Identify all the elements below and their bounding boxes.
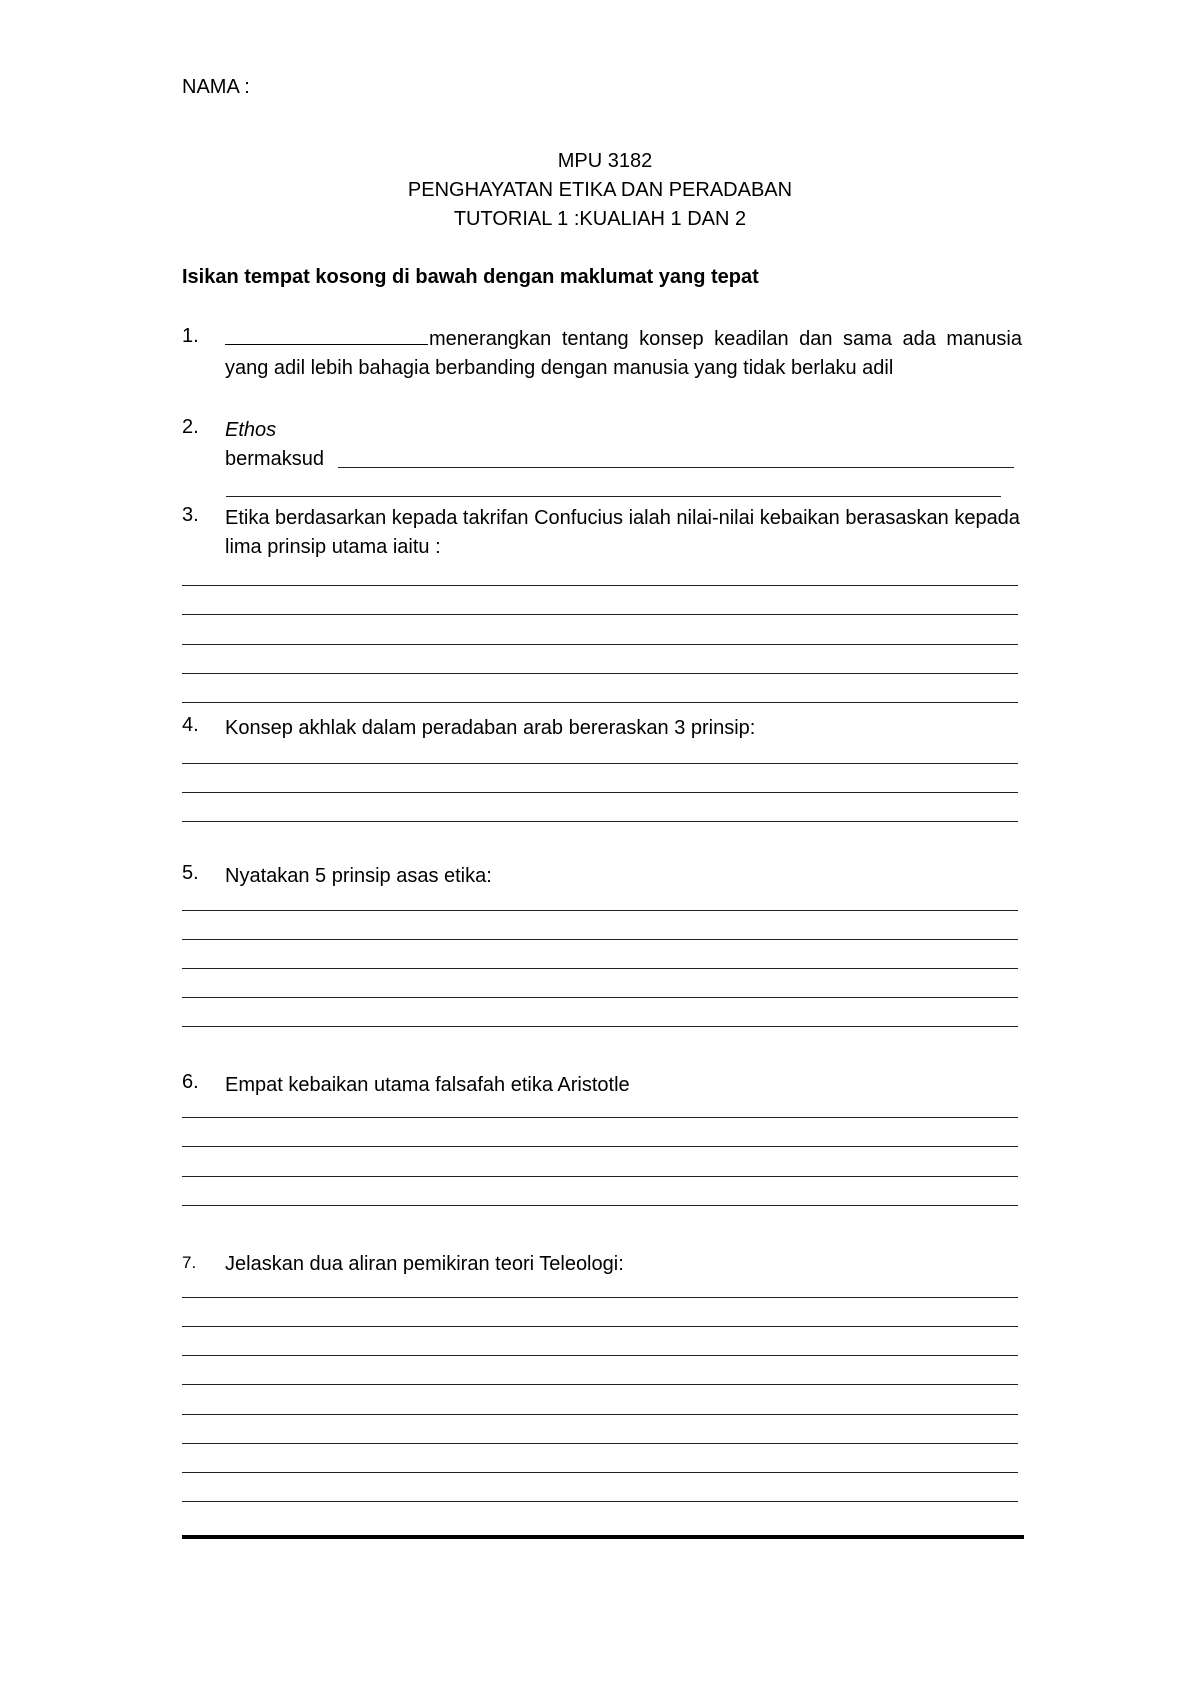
answer-line-q7-6[interactable] [182, 1443, 1018, 1444]
question-4-number: 4. [182, 714, 199, 736]
answer-line-q3-3[interactable] [182, 644, 1018, 645]
question-1-blank[interactable] [225, 343, 428, 345]
answer-line-q2-1[interactable] [338, 467, 1014, 468]
answer-line-q3-2[interactable] [182, 614, 1018, 615]
question-2-line [225, 445, 1022, 474]
answer-line-q5-4[interactable] [182, 997, 1018, 998]
answer-line-q7-8[interactable] [182, 1501, 1018, 1502]
question-5-number: 5. [182, 862, 199, 884]
answer-line-q7-5[interactable] [182, 1414, 1018, 1415]
question-2-number: 2. [182, 416, 199, 438]
answer-line-q3-5[interactable] [182, 702, 1018, 703]
question-7-number: 7. [182, 1253, 197, 1272]
question-2 [225, 416, 1022, 445]
question-1 [225, 325, 1022, 383]
question-4-text: Konsep akhlak dalam peradaban arab bereraskan 3 prinsip: [225, 717, 756, 739]
document-header [0, 147, 1200, 234]
answer-line-q4-3[interactable] [182, 821, 1018, 822]
answer-line-q4-1[interactable] [182, 763, 1018, 764]
answer-line-q5-3[interactable] [182, 968, 1018, 969]
course-code: MPU 3182 [557, 150, 653, 172]
instruction-text: Isikan tempat kosong di bawah dengan maklumat yang tepat [182, 266, 759, 288]
answer-line-q7-4[interactable] [182, 1384, 1018, 1385]
answer-line-q7-2[interactable] [182, 1326, 1018, 1327]
answer-line-q3-1[interactable] [182, 585, 1018, 586]
answer-line-q2-2[interactable] [226, 496, 1001, 497]
answer-line-q7-1[interactable] [182, 1297, 1018, 1298]
question-6-number: 6. [182, 1071, 199, 1093]
answer-line-q5-1[interactable] [182, 910, 1018, 911]
course-title: PENGHAYATAN ETIKA DAN PERADABAN [407, 179, 793, 201]
answer-line-q7-3[interactable] [182, 1355, 1018, 1356]
question-2-term: Ethos [225, 419, 277, 441]
question-3-text: Etika berdasarkan kepada takrifan Confucius ialah nilai-nilai kebaikan berasaskan kepada lima prinsip utama iaitu : [225, 507, 1020, 558]
answer-line-q6-4[interactable] [182, 1205, 1018, 1206]
question-5-text: Nyatakan 5 prinsip asas etika: [225, 865, 492, 887]
question-7-text: Jelaskan dua aliran pemikiran teori Teleologi: [225, 1253, 624, 1275]
question-1-text: menerangkan tentang konsep keadilan dan sama ada manusia yang adil lebih bahagia berbanding dengan manusia yang tidak berlaku adil [225, 328, 1022, 379]
answer-line-q5-5[interactable] [182, 1026, 1018, 1027]
answer-line-q6-1[interactable] [182, 1117, 1018, 1118]
answer-line-q4-2[interactable] [182, 792, 1018, 793]
question-6-text: Empat kebaikan utama falsafah etika Aristotle [225, 1074, 630, 1096]
answer-line-q7-7[interactable] [182, 1472, 1018, 1473]
question-1-number: 1. [182, 325, 199, 347]
question-2-text: bermaksud [225, 448, 324, 470]
answer-line-q6-2[interactable] [182, 1146, 1018, 1147]
answer-line-q3-4[interactable] [182, 673, 1018, 674]
question-3-number: 3. [182, 504, 199, 526]
bottom-rule [182, 1535, 1024, 1539]
name-label: NAMA : [182, 76, 250, 98]
answer-line-q5-2[interactable] [182, 939, 1018, 940]
tutorial-title: TUTORIAL 1 :KUALIAH 1 DAN 2 [453, 208, 747, 230]
answer-line-q6-3[interactable] [182, 1176, 1018, 1177]
